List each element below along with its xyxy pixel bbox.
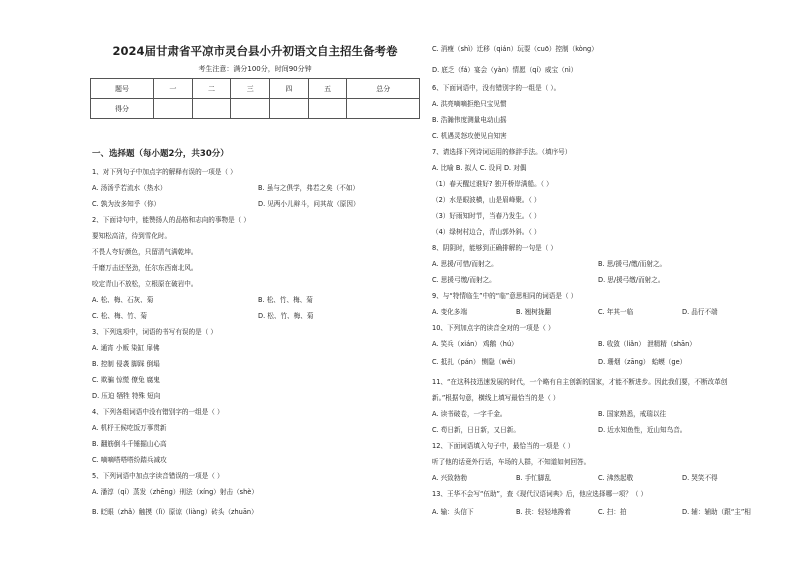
question-stem: 2、下面诗句中，能赞扬人的品格和志向的事物是（ ） bbox=[92, 216, 250, 224]
question-stem: 1、对下列句子中加点字的解释有误的一项是（ ） bbox=[92, 168, 237, 176]
score-header-cell: 三 bbox=[231, 79, 270, 99]
option-b: B. 浩瀚伟度测量电动山摇 bbox=[432, 116, 507, 124]
option-b: B. 思/援弓/缴/而射之。 bbox=[598, 260, 667, 268]
score-header-cell: 四 bbox=[270, 79, 309, 99]
option-a: A. 读书破卷，一字千金。 bbox=[432, 410, 507, 418]
question-stem: 8、阴阴时，能够到正确排解的一句是（ ） bbox=[432, 244, 557, 252]
score-cell[interactable] bbox=[308, 99, 347, 119]
option-a: A. 机杼王候吃饭万事贯新 bbox=[92, 424, 167, 432]
option-b: B. 扶：轻轻地搀着 bbox=[516, 508, 571, 516]
option-list: A. 比喻 B. 拟人 C. 设问 D. 对偶 bbox=[432, 164, 527, 172]
score-table bbox=[90, 78, 420, 119]
question-stem: 6、下面词语中，没有错别字的一组是（ ）。 bbox=[432, 84, 561, 92]
score-cell[interactable] bbox=[270, 99, 309, 119]
option-a: A. 输：头信下 bbox=[432, 508, 474, 516]
score-header-cell: 总分 bbox=[347, 79, 420, 99]
option-d: D. 压迫 牺牲 特殊 短向 bbox=[92, 392, 161, 400]
question-stem: 12、下面词语填入句子中，最恰当的一项是（ ） bbox=[432, 442, 575, 450]
option-c: C. 松、梅、竹、菊 bbox=[92, 312, 147, 320]
poem-line: 不畏人夸好颜色，只留清气满乾坤。 bbox=[92, 248, 198, 256]
option-c: C. 思援弓缴/而射之。 bbox=[432, 276, 496, 284]
question-stem: 13、王华不会写“伍助”，查《现代汉语词典》后，他应选择哪一项？（ ） bbox=[432, 490, 648, 498]
option-a: A. 通宵 小贩 染缸 扉佛 bbox=[92, 344, 160, 352]
option-b: B. 虽与之俱学，弗若之矣（不如） bbox=[258, 184, 360, 192]
sub-question: （4）绿树村边合，青山郭外斜。（ ） bbox=[432, 228, 541, 236]
option-b: B. 松、竹、梅、菊 bbox=[258, 296, 313, 304]
score-header-cell: 一 bbox=[154, 79, 193, 99]
option-c: C. 扫：拍 bbox=[598, 508, 627, 516]
sub-question: （2）水是眼波横，山是眉峰聚。（ ） bbox=[432, 196, 541, 204]
option-c: C. 年其一临 bbox=[598, 308, 634, 316]
option-a: A. 兴致勃勃 bbox=[432, 474, 467, 482]
option-a: A. 潘淳（qí）蒸发（zhēng）刑法（xíng）射击（shè） bbox=[92, 488, 258, 496]
option-d: D. 珊烟（zāng） 蛤蟆（ge） bbox=[598, 358, 687, 366]
option-c: C. 沸然起敬 bbox=[598, 474, 634, 482]
score-header-cell: 二 bbox=[192, 79, 231, 99]
poem-line: 咬定青山不放松，立根原在破岩中。 bbox=[92, 280, 198, 288]
option-b: B. 翻筋倒斗千锤掘山心高 bbox=[92, 440, 167, 448]
question-stem: 11、“在这科技迅速发展的时代，一个略有自主创新的国家，才能不断进步。因此我们要，不断改革创 bbox=[432, 378, 728, 386]
option-c: C. 孰为汝多知乎（你） bbox=[92, 200, 161, 208]
option-b: B. 控制 侵袭 脚踩 倒塌 bbox=[92, 360, 160, 368]
exam-notice: 考生注意：满分100分，时间90分钟 bbox=[198, 65, 312, 73]
option-d: D. 近水知鱼性，近山知鸟音。 bbox=[598, 426, 687, 434]
option-a: A. 洪亮嘀嘀拒绝只宝见惯 bbox=[432, 100, 507, 108]
question-stem: 7、请选择下列诗词运用的修辞手法。（填序号） bbox=[432, 148, 572, 156]
option-c: C. 抵扎（pán） 恻隐（wěi） bbox=[432, 358, 520, 366]
question-stem: 3、下列选项中，词语的书写有误的是（ ） bbox=[92, 328, 217, 336]
option-d: D. 松、竹、梅、菊 bbox=[258, 312, 314, 320]
option-d: D. 思/援弓缴/而射之。 bbox=[598, 276, 665, 284]
poem-line: 千磨万击还坚劲，任尔东西南北风。 bbox=[92, 264, 198, 272]
option-d: D. 辅：辅助（跟“主”相 bbox=[682, 508, 751, 516]
option-b: B. 手忙脚乱 bbox=[516, 474, 552, 482]
question-context: 听了他的话竟外行话，车场的人群，不知道如何回答。 bbox=[432, 458, 591, 466]
score-cell[interactable] bbox=[192, 99, 231, 119]
option-c: C. 苟日新，日日新，又日新。 bbox=[432, 426, 520, 434]
score-header-cell: 五 bbox=[308, 79, 347, 99]
option-b: B. 眨眼（zhǎ）触摸（lì）原谅（liàng）砖头（zhuān） bbox=[92, 508, 258, 516]
score-row-label: 得分 bbox=[91, 99, 154, 119]
question-stem: 9、与“特情临生”中的“临”意思相同的词语是（ ） bbox=[432, 292, 578, 300]
score-table-score-row bbox=[91, 99, 420, 119]
sub-question: （1）春天醒过谁好? 独开桥岸满船。（ ） bbox=[432, 180, 553, 188]
score-cell[interactable] bbox=[154, 99, 193, 119]
option-a: A. 汤汤乎若流水（热水） bbox=[92, 184, 167, 192]
option-c: C. 机遇灵怒攻使见自知害 bbox=[432, 132, 507, 140]
option-a: A. 思援/可惜/而射之。 bbox=[432, 260, 498, 268]
option-a: A. 变化多端 bbox=[432, 308, 467, 316]
sub-question: （3）好雨知时节，当春乃发生。（ ） bbox=[432, 212, 541, 220]
option-d: D. 哭笑不得 bbox=[682, 474, 718, 482]
option-c: C. 消瘦（shì）迁移（qián）玩耍（cuō）控制（kòng） bbox=[432, 45, 598, 53]
question-stem: 5、下列词语中加点字读音错误的一项是（ ） bbox=[92, 472, 224, 480]
option-a: A. 笑兵（xián） 鸡鹅（hú） bbox=[432, 340, 518, 348]
page-title: 2024届甘肃省平凉市灵台县小升初语文自主招生备考卷 bbox=[112, 44, 398, 58]
option-d: D. 底乏（fá）宴会（yàn）情愿（qí）威宝（nì） bbox=[432, 66, 578, 74]
option-c: C. 欺骗 惊慌 僚兔 腐鬼 bbox=[92, 376, 160, 384]
option-b: B. 收敛（liǎn） 泄精精（shān） bbox=[598, 340, 696, 348]
option-a: A. 松、梅、石灰、菊 bbox=[92, 296, 154, 304]
option-d: D. 品行不端 bbox=[682, 308, 718, 316]
option-b: B. 国家熟悉，戒瑞以往 bbox=[598, 410, 667, 418]
score-header-cell: 题号 bbox=[91, 79, 154, 99]
score-cell[interactable] bbox=[231, 99, 270, 119]
score-cell[interactable] bbox=[347, 99, 420, 119]
section-heading: 一、选择题（每小题2分，共30分） bbox=[92, 149, 229, 159]
option-c: C. 嘀嘀嗒嗒嗒纷踏兵减攻 bbox=[92, 456, 167, 464]
option-b: B. 翘树拢翻 bbox=[516, 308, 552, 316]
score-table-header-row bbox=[91, 79, 420, 99]
option-d: D. 见两小儿辩斗，问其故（原因） bbox=[258, 200, 360, 208]
question-stem: 4、下列各组词语中没有错别字的一组是（ ） bbox=[92, 408, 224, 416]
question-stem: 10、下列加点字的读音全对的一项是（ ） bbox=[432, 324, 555, 332]
poem-line: 要知松高洁，待到雪化时。 bbox=[92, 232, 172, 240]
question-stem-cont: 新。”根据句意，横线上填写最恰当的是（ ） bbox=[432, 394, 560, 402]
